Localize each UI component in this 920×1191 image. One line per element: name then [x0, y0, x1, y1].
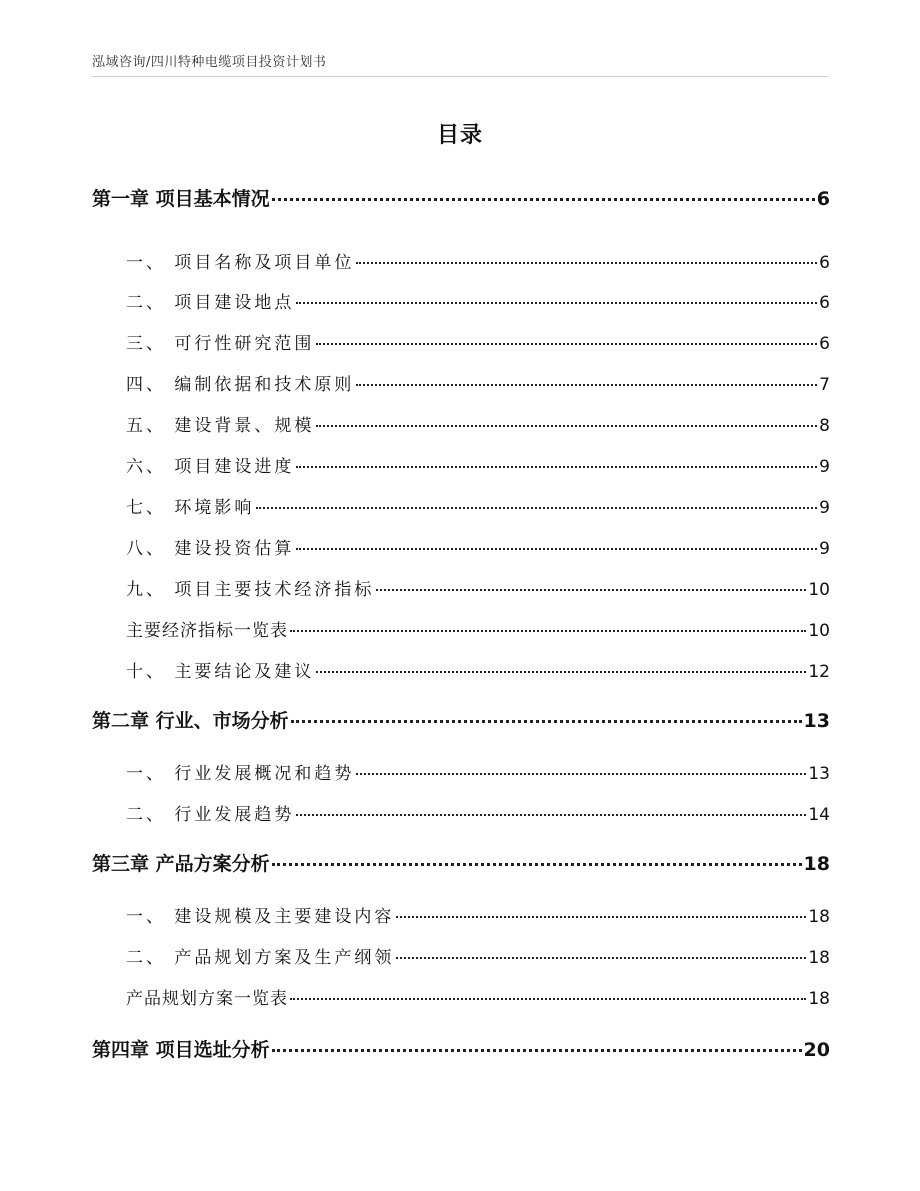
- dot-leader: [316, 425, 817, 427]
- toc-entry-label: 产品规划方案一览表: [126, 989, 288, 1009]
- dot-leader: [256, 507, 817, 509]
- toc-entry-label: 主要经济指标一览表: [126, 621, 288, 641]
- toc-page-number: 6: [819, 334, 830, 354]
- toc-chapter-4[interactable]: [92, 1035, 830, 1062]
- toc-section-entry[interactable]: [92, 759, 830, 784]
- toc-entry-label: 三、 可行性研究范围: [126, 334, 315, 354]
- toc-page-number: 9: [819, 539, 830, 559]
- dot-leader: [290, 998, 806, 1000]
- toc-table-entry[interactable]: [92, 984, 830, 1009]
- toc-entry-label: 第一章 项目基本情况: [92, 188, 270, 210]
- toc-page-number: 13: [808, 764, 830, 784]
- toc-section-entry[interactable]: [92, 575, 830, 600]
- toc-page-number: 9: [819, 498, 830, 518]
- dot-leader: [296, 302, 817, 304]
- toc-page-number: 18: [808, 907, 830, 927]
- dot-leader: [376, 589, 806, 591]
- toc-entry-label: 四、 编制依据和技术原则: [126, 375, 355, 395]
- toc-chapter-2[interactable]: [92, 706, 830, 733]
- toc-entry-label: 二、 产品规划方案及生产纲领: [126, 948, 395, 968]
- toc-page-number: 13: [803, 710, 830, 732]
- toc-page-number: 7: [819, 375, 830, 395]
- toc-entry-label: 九、 项目主要技术经济指标: [126, 580, 375, 600]
- header-divider: [92, 76, 828, 77]
- toc-section-entry[interactable]: [92, 943, 830, 968]
- dot-leader: [316, 343, 817, 345]
- toc-page-number: 8: [819, 416, 830, 436]
- toc-entry-label: 六、 项目建设进度: [126, 457, 295, 477]
- toc-title: 目录: [436, 123, 483, 148]
- toc-page-number: 20: [803, 1039, 830, 1061]
- toc-page-number: 10: [808, 580, 830, 600]
- toc-section-entry[interactable]: [92, 493, 830, 518]
- toc-page-number: 6: [819, 293, 830, 313]
- toc-section-entry[interactable]: [92, 411, 830, 436]
- toc-entry-label: 第四章 项目选址分析: [92, 1039, 270, 1061]
- dot-leader: [290, 630, 806, 632]
- dot-leader: [272, 198, 815, 201]
- toc-entry-label: 一、 项目名称及项目单位: [126, 253, 355, 273]
- toc-section-entry[interactable]: [92, 248, 830, 273]
- toc-entry-label: 二、 项目建设地点: [126, 293, 295, 313]
- dot-leader: [296, 548, 817, 550]
- dot-leader: [272, 1049, 802, 1052]
- dot-leader: [396, 916, 806, 918]
- toc-section-entry[interactable]: [92, 452, 830, 477]
- dot-leader: [296, 814, 806, 816]
- toc-page-number: 10: [808, 621, 830, 641]
- toc-page-number: 9: [819, 457, 830, 477]
- toc-chapter-3[interactable]: [92, 849, 830, 876]
- toc-section-entry[interactable]: [92, 800, 830, 825]
- toc-section-entry[interactable]: [92, 534, 830, 559]
- toc-page-number: 18: [808, 989, 830, 1009]
- toc-entry-label: 七、 环境影响: [126, 498, 255, 518]
- toc-section-entry[interactable]: [92, 370, 830, 395]
- toc-entry-label: 五、 建设背景、规模: [126, 416, 315, 436]
- toc-section-entry[interactable]: [92, 329, 830, 354]
- toc-entry-label: 一、 行业发展概况和趋势: [126, 764, 355, 784]
- toc-page-number: 6: [819, 253, 830, 273]
- dot-leader: [396, 957, 806, 959]
- dot-leader: [356, 773, 806, 775]
- toc-page-number: 14: [808, 805, 830, 825]
- toc-section-entry[interactable]: [92, 902, 830, 927]
- toc-page-number: 6: [816, 188, 830, 210]
- dot-leader: [356, 262, 817, 264]
- toc-table-entry[interactable]: [92, 616, 830, 641]
- toc-page-number: 18: [803, 853, 830, 875]
- dot-leader: [316, 671, 806, 673]
- toc-entry-label: 二、 行业发展趋势: [126, 805, 295, 825]
- toc-page-number: 18: [808, 948, 830, 968]
- dot-leader: [272, 863, 802, 866]
- dot-leader: [296, 466, 817, 468]
- toc-entry-label: 第二章 行业、市场分析: [92, 710, 289, 732]
- dot-leader: [356, 384, 817, 386]
- toc-entry-label: 八、 建设投资估算: [126, 539, 295, 559]
- running-header: 泓域咨询/四川特种电缆项目投资计划书: [92, 55, 327, 70]
- toc-chapter-1[interactable]: [92, 184, 830, 211]
- toc-entry-label: 十、 主要结论及建议: [126, 662, 315, 682]
- toc-section-entry[interactable]: [92, 288, 830, 313]
- toc-entry-label: 第三章 产品方案分析: [92, 853, 270, 875]
- toc-page-number: 12: [808, 662, 830, 682]
- dot-leader: [291, 720, 802, 723]
- toc-section-entry[interactable]: [92, 657, 830, 682]
- toc-entry-label: 一、 建设规模及主要建设内容: [126, 907, 395, 927]
